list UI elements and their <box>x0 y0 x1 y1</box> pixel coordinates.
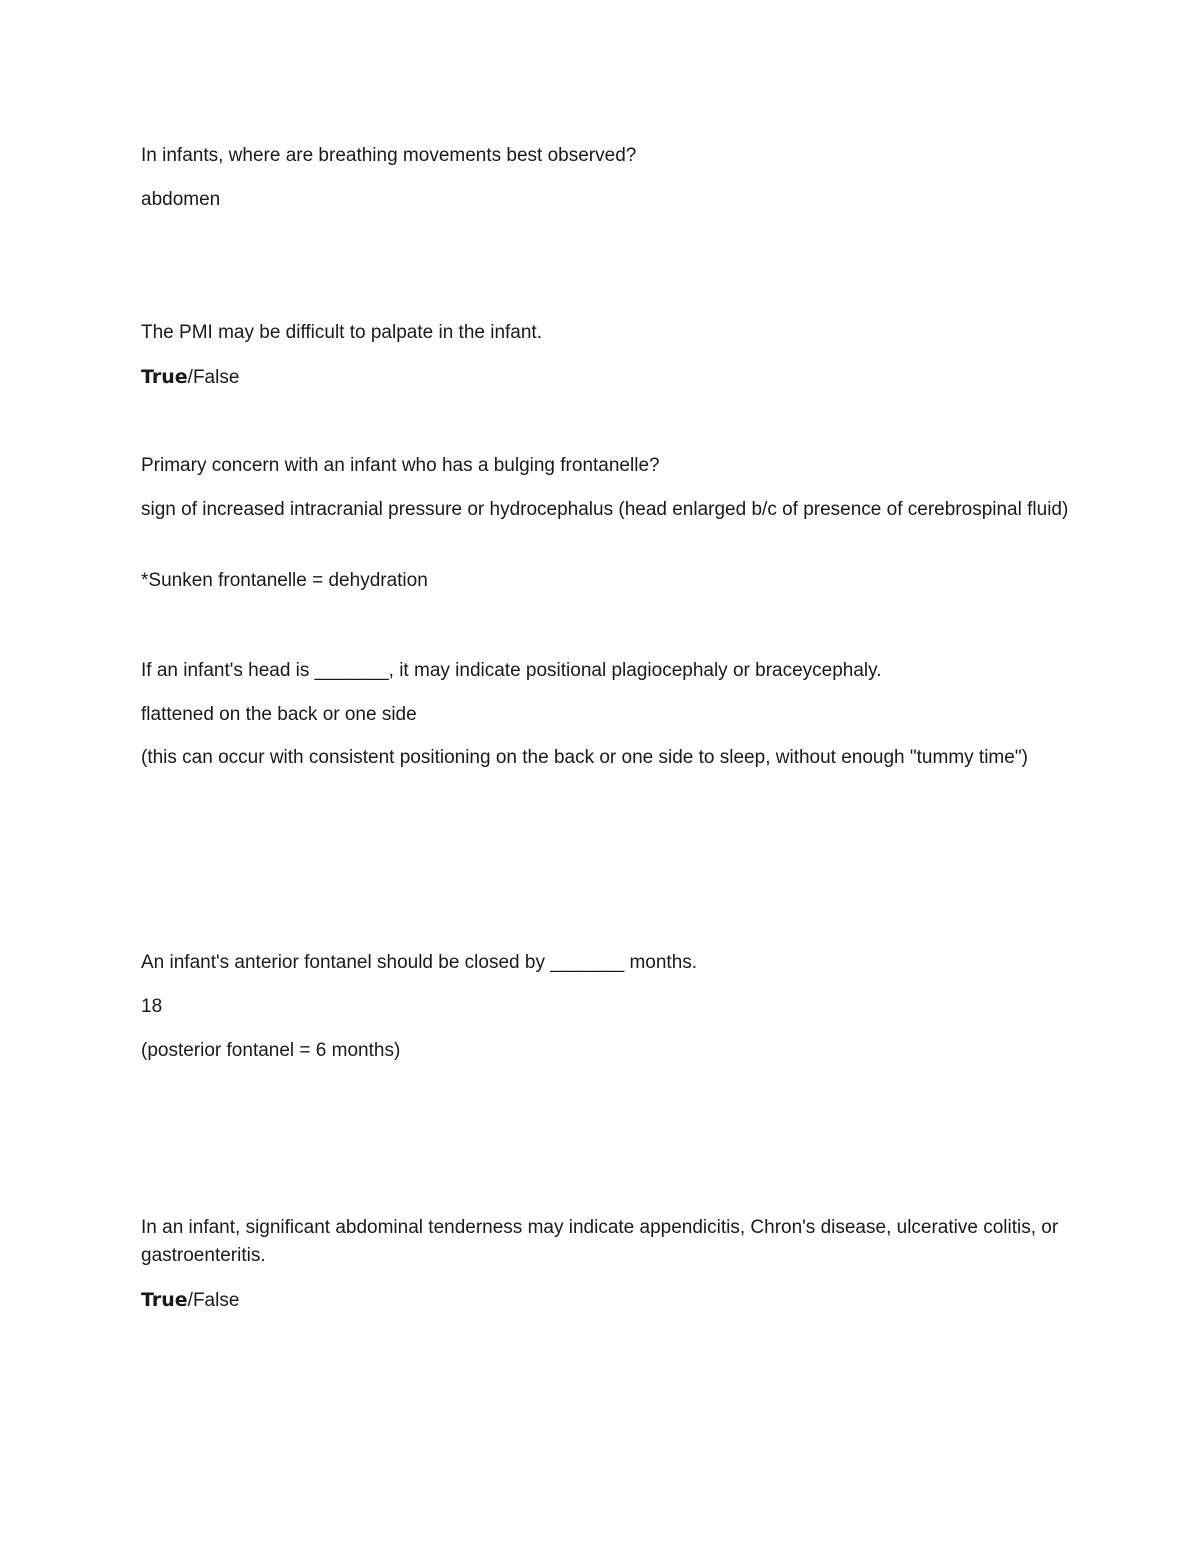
note-fontanelle: *Sunken frontanelle = dehydration <box>141 570 428 591</box>
question-head-shape: If an infant's head is _______, it may indicate positional plagiocephaly or braceycephaly. <box>141 660 882 681</box>
question-anterior-fontanel: An infant's anterior fontanel should be closed by _______ months. <box>141 952 698 973</box>
question-breathing: In infants, where are breathing movements best observed? <box>141 145 637 166</box>
answer-abdominal-tenderness <box>141 1286 1071 1315</box>
question-fontanelle: Primary concern with an infant who has a bulging frontanelle? <box>141 455 660 476</box>
answer-head-shape: flattened on the back or one side <box>141 704 417 725</box>
answer-true: True <box>141 1289 188 1311</box>
question-abdominal-tenderness: In an infant, significant abdominal tenderness may indicate appendicitis, Chron's disease, ulcerative colitis, or gastroenteritis. <box>141 1217 1059 1266</box>
note-head-shape: (this can occur with consistent positioning on the back or one side to sleep, without enough "tummy time") <box>141 747 1028 768</box>
question-pmi: The PMI may be difficult to palpate in the infant. <box>141 322 542 343</box>
note-anterior-fontanel: (posterior fontanel = 6 months) <box>141 1040 401 1061</box>
answer-true: True <box>141 366 188 388</box>
answer-pmi <box>141 363 1071 392</box>
answer-breathing: abdomen <box>141 189 221 210</box>
answer-separator: / <box>187 367 193 388</box>
answer-anterior-fontanel: 18 <box>141 996 163 1017</box>
answer-false: False <box>192 1290 240 1311</box>
answer-separator: / <box>187 1290 193 1311</box>
answer-fontanelle: sign of increased intracranial pressure or hydrocephalus (head enlarged b/c of presence of cerebrospinal fluid) <box>141 499 1069 520</box>
answer-false: False <box>192 367 240 388</box>
